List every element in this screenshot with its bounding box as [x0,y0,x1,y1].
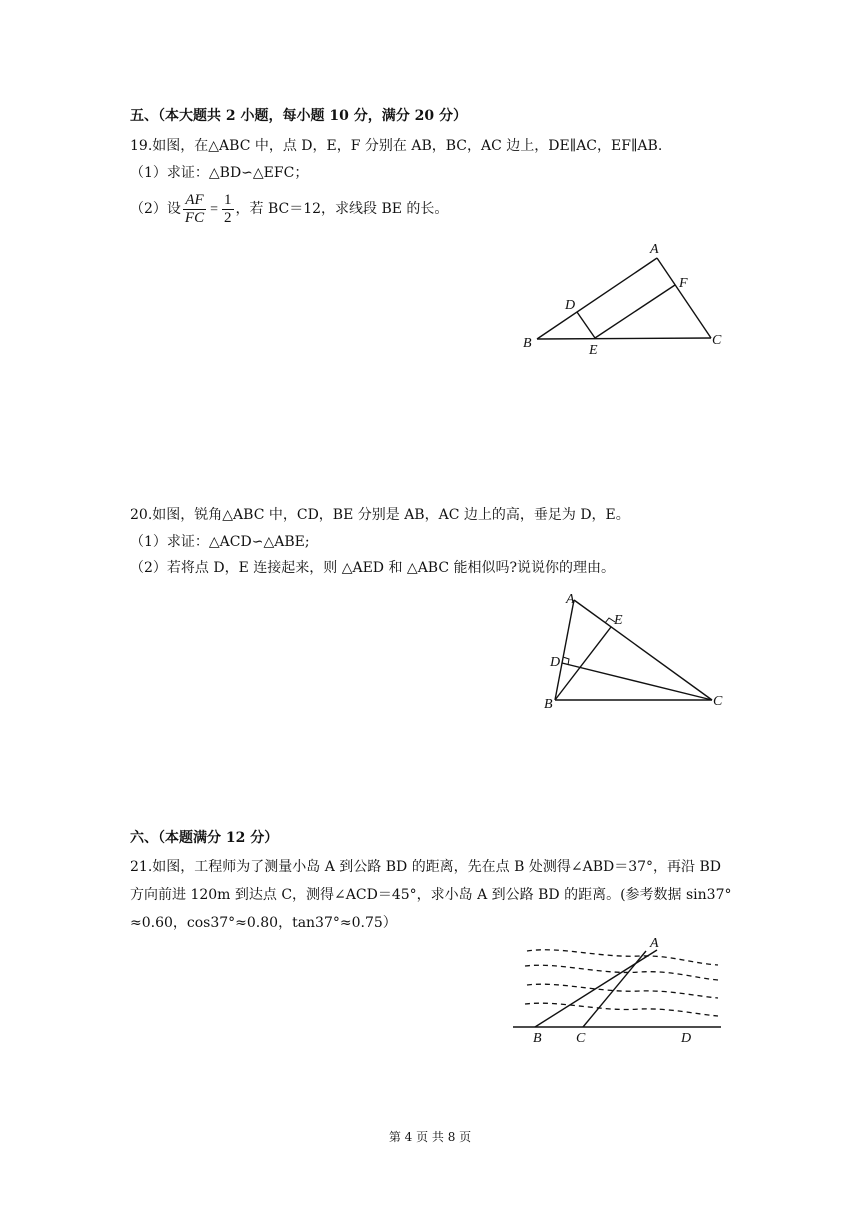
q19-equals: = [210,202,218,217]
q21-water-line-1 [527,950,718,965]
q20-label-d: D [550,655,561,670]
q19-label-f: F [679,276,688,291]
q19-frac2-numerator: 1 [224,191,232,208]
q19-label-b: B [523,336,532,351]
q19-part2-prefix: （2）设 [130,201,181,217]
q19-part1: （1）求证：△BD∽△EFC； [130,165,309,181]
q21-water-line-4 [525,1003,718,1016]
q20-part2: （2）若将点 D，E 连接起来，则 △AED 和 △ABC 能相似吗?说说你的理由。 [130,560,616,576]
q20-label-b: B [544,697,553,712]
q21-line-3: ≈0.60，cos37°≈0.80，tan37°≈0.75） [130,915,397,931]
q21-water-line-3 [527,984,718,998]
q21-label-b: B [533,1031,542,1046]
q20-part1: （1）求证：△ACD∽△ABE; [130,534,310,550]
q19-label-c: C [712,333,722,348]
q19-label-d: D [565,298,576,313]
q20-label-a: A [566,592,575,607]
q20-label-e: E [614,613,623,628]
q21-label-a: A [650,936,659,951]
q21-line-2: 方向前进 120m 到达点 C，测得∠ACD＝45°，求小岛 A 到公路 BD 的距离。(参考数据 sin37° [130,887,732,903]
q19-frac2-denominator: 2 [224,209,232,226]
page-footer: 第 4 页 共 8 页 [388,1130,472,1144]
q21-label-d: D [681,1031,692,1046]
q19-label-a: A [650,242,659,257]
q21-line-1: 21.如图，工程师为了测量小岛 A 到公路 BD 的距离，先在点 B 处测得∠ABD＝37°，再沿 BD [130,859,722,875]
q21-line-ab [535,950,657,1027]
q19-part2-suffix: ，若 BC＝12，求线段 BE 的长。 [235,201,449,217]
q20-stem: 20.如图，锐角△ABC 中，CD，BE 分别是 AB，AC 边上的高，垂足为 D，E。 [130,507,630,523]
q19-frac1-numerator: AF [183,192,206,210]
q19-frac1-denominator: FC [184,209,205,226]
q21-label-c: C [576,1031,586,1046]
section-6-heading: 六、（本题满分 12 分） [130,830,279,846]
section-5-heading: 五、（本大题共 2 小题，每小题 10 分，满分 20 分） [130,108,467,124]
q19-label-e: E [589,343,598,358]
q20-label-c: C [713,694,723,709]
q19-stem: 19.如图，在△ABC 中，点 D，E，F 分别在 AB，BC，AC 边上，DE∥AC，EF∥AB. [130,138,663,154]
